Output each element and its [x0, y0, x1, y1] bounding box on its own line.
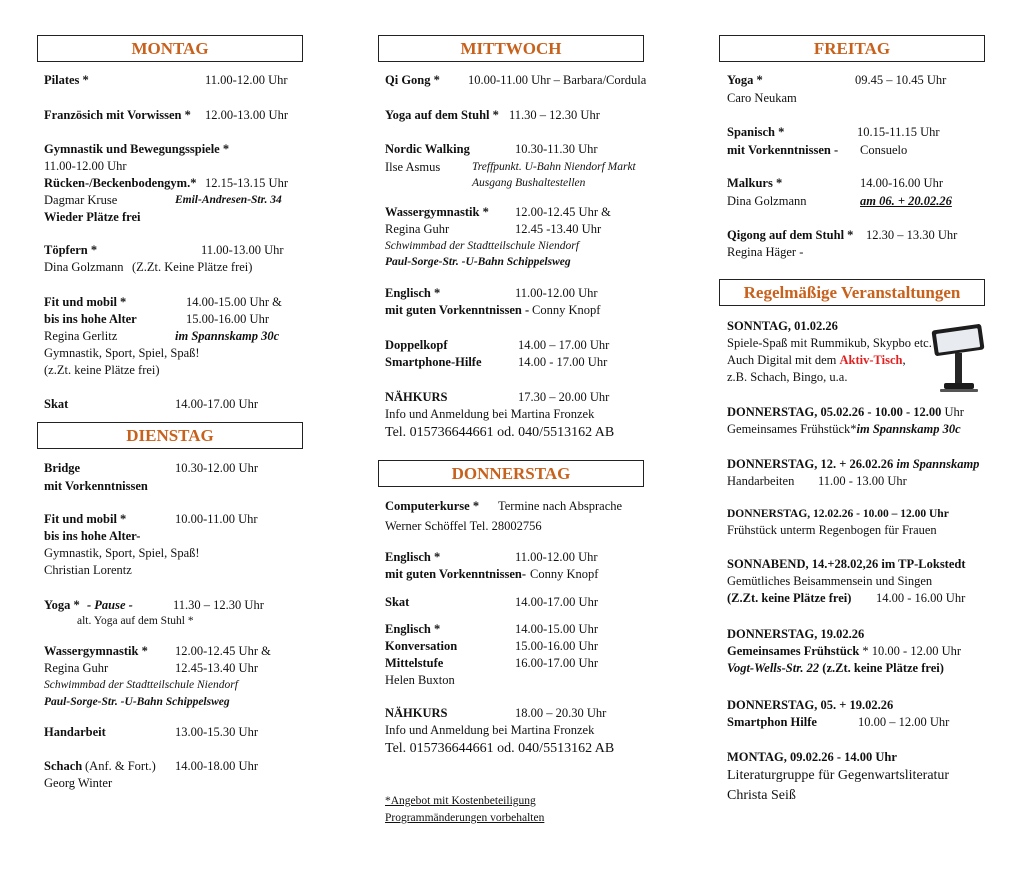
mittwoch-qigong-time: 10.00-11.00 Uhr – Barbara/Cordula	[468, 73, 647, 87]
regel-e1-l2-text: Auch Digital mit dem	[727, 353, 840, 367]
mittwoch-title: MITTWOCH	[460, 39, 562, 58]
donnerstag-englisch2-time3: 16.00-17.00 Uhr	[515, 656, 598, 670]
donnerstag-header	[378, 460, 644, 487]
mittwoch-englisch-teacher: Conny Knopf	[532, 303, 601, 317]
regel-e1-l3: z.B. Schach, Bingo, u.a.	[727, 370, 848, 384]
montag-ruecken-place: Emil-Andresen-Str. 34	[175, 194, 282, 206]
mittwoch-nordic-name: Nordic Walking	[385, 142, 470, 156]
mittwoch-doppelkopf-name: Doppelkopf	[385, 338, 448, 352]
montag-fit-note: (z.Zt. keine Plätze frei)	[44, 363, 160, 377]
regel-e5-l1: Gemütliches Beisammensein und Singen	[727, 574, 933, 588]
mittwoch-naehkurs-info: Info und Anmeldung bei Martina Fronzek	[385, 407, 595, 421]
regel-e2-l1-place: im Spannskamp 30c	[856, 422, 961, 436]
donnerstag-skat-time: 14.00-17.00 Uhr	[515, 595, 598, 609]
montag-ruecken-time: 12.15-13.15 Uhr	[205, 176, 288, 190]
donnerstag-naehkurs-info: Info und Anmeldung bei Martina Fronzek	[385, 723, 595, 737]
montag-fit-time2: 15.00-16.00 Uhr	[186, 312, 269, 326]
donnerstag-englisch-teacher: Conny Knopf	[530, 567, 599, 581]
mittwoch-wasser-time1: 12.00-12.45 Uhr &	[515, 205, 611, 219]
footer-kosten: *Angebot mit Kostenbeteiligung	[385, 795, 536, 807]
mittwoch-nordic-place2: Ausgang Bushaltestellen	[472, 177, 586, 189]
donnerstag-englisch-time: 11.00-12.00 Uhr	[515, 550, 598, 564]
regel-e6-l1-text: Gemeinsames Frühstück	[727, 644, 860, 658]
freitag-qigong-teacher: Regina Häger -	[727, 245, 804, 259]
regel-e3-head-place: im Spannskamp	[896, 457, 980, 471]
dienstag-fit-teacher: Christian Lorentz	[44, 563, 132, 577]
dienstag-wasser-name: Wassergymnastik *	[44, 644, 148, 658]
regel-e3-l1: Handarbeiten	[727, 474, 795, 488]
kiosk-base	[944, 383, 974, 389]
mittwoch-doppelkopf-time: 14.00 – 17.00 Uhr	[518, 338, 610, 352]
regel-e6-l1	[727, 643, 961, 660]
mittwoch-naehkurs-time: 17.30 – 20.00 Uhr	[518, 390, 610, 404]
donnerstag-naehkurs-tel: Tel. 015736644661 od. 040/5513162 AB	[385, 741, 615, 756]
montag-fit-teacher: Regina Gerlitz	[44, 329, 118, 343]
dienstag-hand-name: Handarbeit	[44, 725, 106, 739]
regel-e2-l1-text: Gemeinsames Frühstück*	[727, 422, 857, 436]
montag-skat-name: Skat	[44, 397, 69, 411]
dienstag-yoga-name: Yoga *	[44, 598, 80, 612]
regel-e1-head: SONNTAG, 01.02.26	[727, 319, 838, 333]
dienstag-wasser-teacher: Regina Guhr	[44, 661, 109, 675]
donnerstag-englisch2-teacher: Helen Buxton	[385, 673, 455, 687]
donnerstag-englisch2-time1: 14.00-15.00 Uhr	[515, 622, 598, 636]
dienstag-schach-name: Schach	[44, 759, 83, 773]
regel-e5-l2: (Z.Zt. keine Plätze frei)	[727, 591, 852, 605]
dienstag-fit-desc: Gymnastik, Sport, Spiel, Spaß!	[44, 546, 200, 560]
donnerstag-englisch2-time2: 15.00-16.00 Uhr	[515, 639, 598, 653]
regel-e1-aktiv-tisch: Aktiv-Tisch	[839, 353, 903, 367]
mittwoch-nordic-time: 10.30-11.30 Uhr	[515, 142, 598, 156]
regel-e3-head	[727, 456, 979, 473]
mittwoch-header	[378, 35, 644, 62]
regel-e6-l1-time: * 10.00 - 12.00 Uhr	[859, 644, 962, 658]
kiosk-foot	[940, 389, 978, 392]
mittwoch-wasser-place1: Schwimmbad der Stadtteilschule Niendorf	[385, 240, 579, 252]
dienstag-bridge-name2: mit Vorkenntnissen	[44, 479, 148, 493]
mittwoch-naehkurs-name: NÄHKURS	[385, 390, 448, 404]
montag-header	[37, 35, 303, 62]
regel-e2-head-uhr: Uhr	[941, 405, 964, 419]
dienstag-wasser-time1: 12.00-12.45 Uhr &	[175, 644, 271, 658]
mittwoch-wasser-place2: Paul-Sorge-Str. -U-Bahn Schippelsweg	[385, 256, 571, 268]
dienstag-header	[37, 422, 303, 449]
dienstag-schach-time: 14.00-18.00 Uhr	[175, 759, 258, 773]
dienstag-hand-time: 13.00-15.30 Uhr	[175, 725, 258, 739]
freitag-spanisch-time: 10.15-11.15 Uhr	[857, 125, 940, 139]
montag-pilates-time: 11.00-12.00 Uhr	[205, 73, 288, 87]
donnerstag-englisch-name: Englisch *	[385, 550, 441, 564]
freitag-qigong-name: Qigong auf dem Stuhl *	[727, 228, 854, 242]
montag-ruecken-name: Rücken-/Beckenbodengym.*	[44, 176, 197, 190]
freitag-qigong-time: 12.30 – 13.30 Uhr	[866, 228, 958, 242]
dienstag-wasser-time2: 12.45-13.40 Uhr	[175, 661, 258, 675]
montag-skat-time: 14.00-17.00 Uhr	[175, 397, 258, 411]
dienstag-wasser-place1: Schwimmbad der Stadtteilschule Niendorf	[44, 679, 238, 691]
dienstag-yoga-pause: - Pause -	[87, 598, 133, 612]
dienstag-fit-time: 10.00-11.00 Uhr	[175, 512, 258, 526]
montag-fit-name1: Fit und mobil *	[44, 295, 127, 309]
montag-gym-time: 11.00-12.00 Uhr	[44, 159, 127, 173]
dienstag-schach-teacher: Georg Winter	[44, 776, 113, 790]
donnerstag-englisch2-name: Englisch *	[385, 622, 441, 636]
mittwoch-naehkurs-tel: Tel. 015736644661 od. 040/5513162 AB	[385, 425, 615, 440]
regel-e8-l2: Christa Seiß	[727, 788, 796, 803]
freitag-malkurs-date: am 06. + 20.02.26	[860, 194, 952, 208]
montag-gym-name: Gymnastik und Bewegungsspiele *	[44, 142, 230, 156]
regel-e5-time: 14.00 - 16.00 Uhr	[876, 591, 966, 605]
regel-header	[719, 279, 985, 306]
dienstag-wasser-place2: Paul-Sorge-Str. -U-Bahn Schippelsweg	[44, 696, 230, 708]
dienstag-yoga-alt: alt. Yoga auf dem Stuhl *	[77, 615, 194, 627]
montag-fit-name2: bis ins hohe Alter	[44, 312, 137, 326]
mittwoch-englisch-name2: mit guten Vorkenntnissen -	[385, 303, 530, 317]
montag-title: MONTAG	[131, 39, 209, 58]
montag-toepfern-teacher: Dina Golzmann	[44, 260, 124, 274]
montag-ruecken-note: Wieder Plätze frei	[44, 210, 141, 224]
dienstag-title: DIENSTAG	[126, 426, 214, 445]
donnerstag-computer-teacher: Werner Schöffel Tel. 28002756	[385, 519, 542, 533]
regel-e2-head-text: DONNERSTAG, 05.02.26 - 10.00 - 12.00	[727, 405, 942, 419]
montag-toepfern-note: (Z.Zt. Keine Plätze frei)	[132, 260, 253, 274]
regel-e7-l1: Smartphon Hilfe	[727, 715, 817, 729]
regel-e4-l1: Frühstück unterm Regenbogen für Frauen	[727, 523, 937, 537]
regel-e5-head: SONNABEND, 14.+28.02,26 im TP-Lokstedt	[727, 557, 966, 571]
montag-toepfern-name: Töpfern *	[44, 243, 98, 257]
montag-fit-time1: 14.00-15.00 Uhr &	[186, 295, 282, 309]
mittwoch-englisch-time: 11.00-12.00 Uhr	[515, 286, 598, 300]
regel-e7-head: DONNERSTAG, 05. + 19.02.26	[727, 698, 894, 712]
mittwoch-wasser-time2: 12.45 -13.40 Uhr	[515, 222, 602, 236]
donnerstag-naehkurs-time: 18.00 – 20.30 Uhr	[515, 706, 607, 720]
mittwoch-smartphone-name: Smartphone-Hilfe	[385, 355, 482, 369]
freitag-spanisch-name: Spanisch *	[727, 125, 785, 139]
montag-franz-name: Französich mit Vorwissen *	[44, 108, 191, 122]
regel-e7-time: 10.00 – 12.00 Uhr	[858, 715, 950, 729]
regel-e3-time: 11.00 - 13.00 Uhr	[818, 474, 907, 488]
regel-e3-head-text: DONNERSTAG, 12. + 26.02.26	[727, 457, 897, 471]
donnerstag-englisch2-name3: Mittelstufe	[385, 656, 444, 670]
mittwoch-qigong-name: Qi Gong *	[385, 73, 440, 87]
montag-pilates-name: Pilates *	[44, 73, 89, 87]
donnerstag-computer-time: Termine nach Absprache	[498, 499, 623, 513]
regel-title: Regelmäßige Veranstaltungen	[743, 283, 961, 302]
regel-e1-l2-comma: ,	[902, 353, 906, 367]
regel-e8-head: MONTAG, 09.02.26 - 14.00 Uhr	[727, 750, 897, 764]
donnerstag-naehkurs-name: NÄHKURS	[385, 706, 448, 720]
regel-e6-l2-note: (z.Zt. keine Plätze frei)	[819, 661, 944, 675]
regel-e4-head: DONNERSTAG, 12.02.26 - 10.00 – 12.00 Uhr	[727, 508, 949, 520]
donnerstag-englisch-name2: mit guten Vorkenntnissen-	[385, 567, 526, 581]
dienstag-fit-name2: bis ins hohe Alter-	[44, 529, 141, 543]
regel-e6-l2	[727, 660, 944, 677]
regel-e6-head: DONNERSTAG, 19.02.26	[727, 627, 865, 641]
regel-e1-l2	[727, 352, 906, 369]
regel-e2-l1	[727, 421, 961, 438]
dienstag-fit-name1: Fit und mobil *	[44, 512, 127, 526]
montag-fit-place: im Spannskamp 30c	[175, 329, 280, 343]
donnerstag-skat-name: Skat	[385, 595, 410, 609]
freitag-spanisch-name2: mit Vorkenntnissen -	[727, 143, 839, 157]
montag-toepfern-time: 11.00-13.00 Uhr	[201, 243, 284, 257]
freitag-yoga-time: 09.45 – 10.45 Uhr	[855, 73, 947, 87]
dienstag-bridge-name1: Bridge	[44, 461, 81, 475]
regel-e6-l2-place: Vogt-Wells-Str. 22	[727, 661, 820, 675]
dienstag-yoga-time: 11.30 – 12.30 Uhr	[173, 598, 264, 612]
touch-table-kiosk-icon	[925, 323, 987, 395]
regel-e8-l1: Literaturgruppe für Gegenwartsliteratur	[727, 768, 950, 783]
mittwoch-yogastuhl-time: 11.30 – 12.30 Uhr	[509, 108, 600, 122]
regel-e2-head	[727, 404, 964, 421]
freitag-title: FREITAG	[813, 39, 891, 58]
mittwoch-nordic-teacher: Ilse Asmus	[385, 160, 441, 174]
mittwoch-nordic-place1: Treffpunkt. U-Bahn Niendorf Markt	[472, 161, 636, 173]
regel-e1-l1: Spiele-Spaß mit Rummikub, Skypbo etc.	[727, 336, 932, 350]
dienstag-bridge-time: 10.30-12.00 Uhr	[175, 461, 258, 475]
freitag-malkurs-time: 14.00-16.00 Uhr	[860, 176, 943, 190]
footer-aenderungen: Programmänderungen vorbehalten	[385, 812, 545, 824]
donnerstag-title: DONNERSTAG	[451, 464, 571, 483]
freitag-yoga-teacher: Caro Neukam	[727, 91, 797, 105]
mittwoch-wasser-name: Wassergymnastik *	[385, 205, 489, 219]
freitag-yoga-name: Yoga *	[727, 73, 763, 87]
montag-franz-time: 12.00-13.00 Uhr	[205, 108, 288, 122]
freitag-header	[719, 35, 985, 62]
freitag-malkurs-teacher: Dina Golzmann	[727, 194, 807, 208]
dienstag-schach-level: (Anf. & Fort.)	[85, 759, 156, 773]
montag-ruecken-teacher: Dagmar Kruse	[44, 193, 118, 207]
montag-fit-desc: Gymnastik, Sport, Spiel, Spaß!	[44, 346, 200, 360]
mittwoch-smartphone-time: 14.00 - 17.00 Uhr	[518, 355, 608, 369]
donnerstag-englisch2-name2: Konversation	[385, 639, 458, 653]
freitag-malkurs-name: Malkurs *	[727, 176, 783, 190]
donnerstag-computer-name: Computerkurse *	[385, 499, 480, 513]
mittwoch-wasser-teacher: Regina Guhr	[385, 222, 450, 236]
mittwoch-yogastuhl-name: Yoga auf dem Stuhl *	[385, 108, 499, 122]
kiosk-pole	[955, 353, 962, 383]
freitag-spanisch-teacher: Consuelo	[860, 143, 908, 157]
mittwoch-englisch-name: Englisch *	[385, 286, 441, 300]
